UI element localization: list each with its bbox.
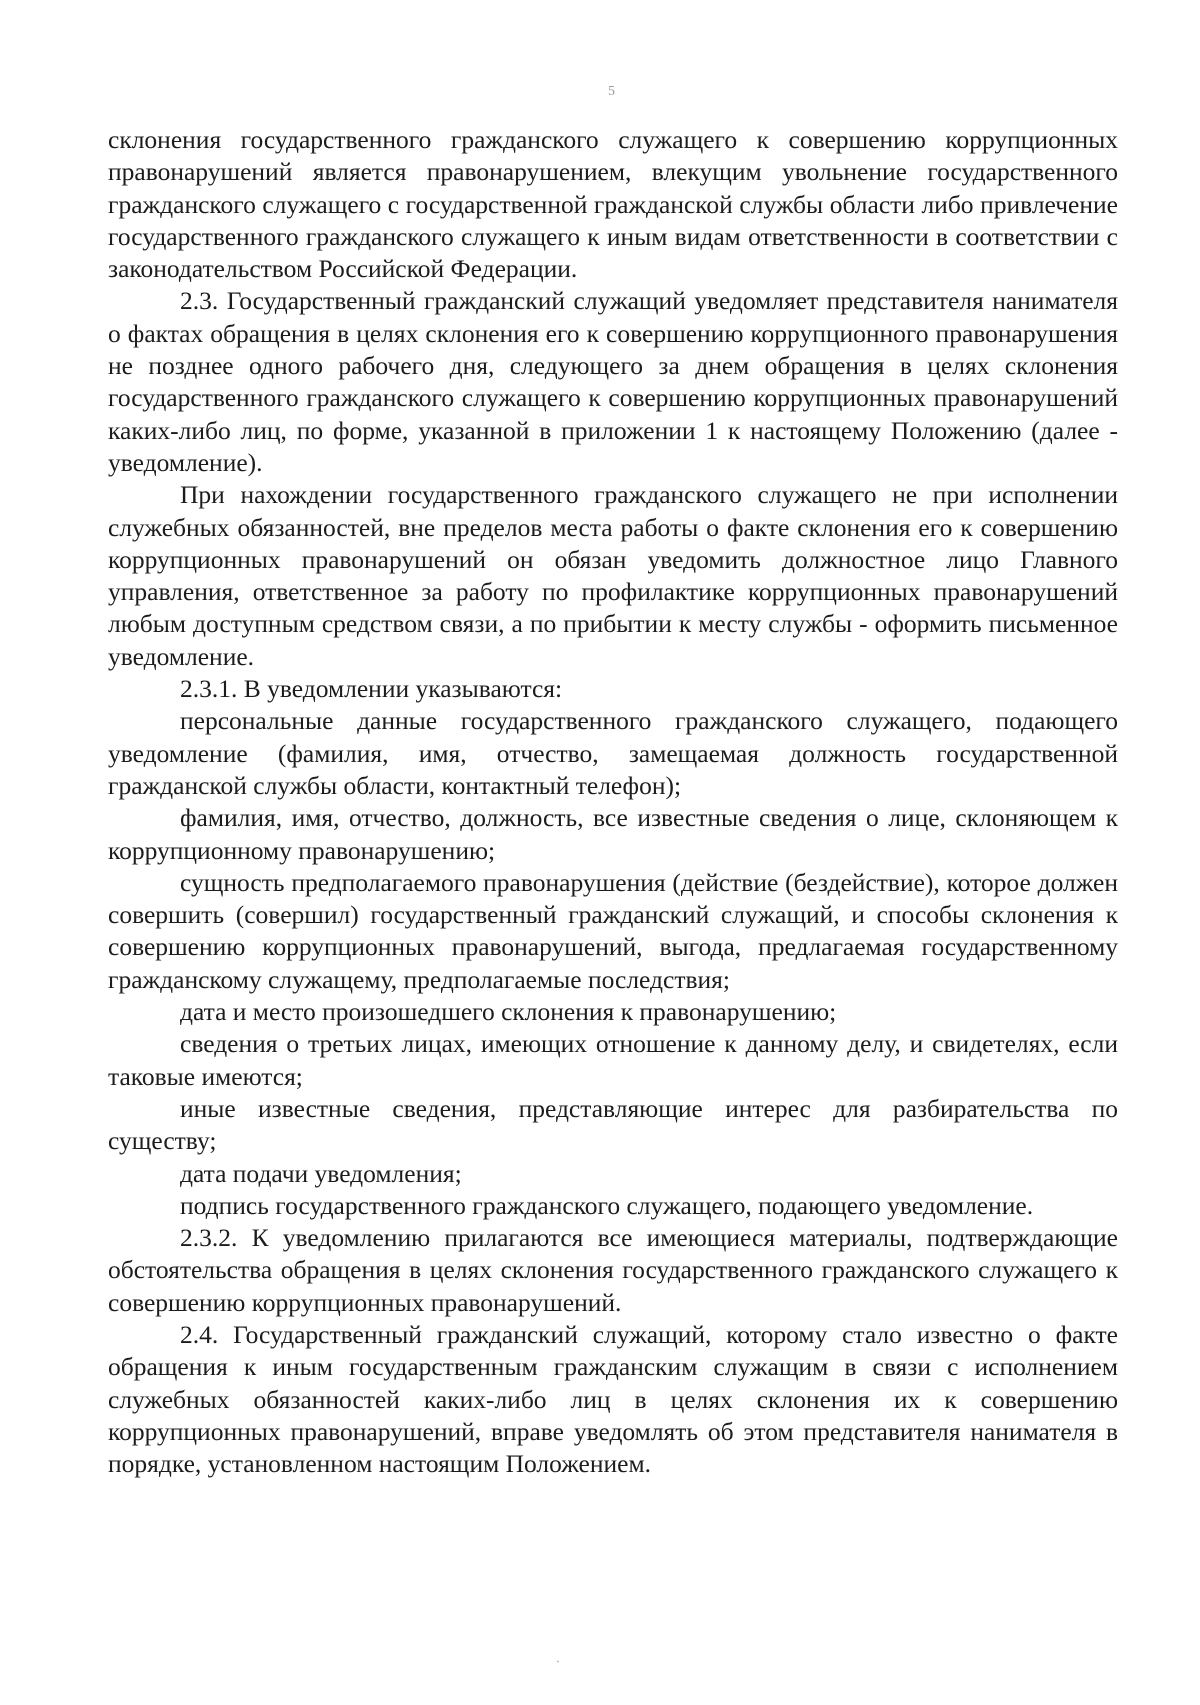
paragraph-2-3-1: 2.3.1. В уведомлении указываются: (180, 674, 563, 704)
paragraph-outside-duties: При нахождении государственного гражданского служащего не при исполнении служебных обязанностей, вне пределов места работы о факте склонения его к совершению коррупционных правонарушений он обязан уведомить должностное лицо Главного управления, ответственное за работу по профилактике коррупционных правонарушений любым доступным средством связи, а по прибытии к месту службы - оформить письменное уведомление. (108, 480, 1118, 671)
list-item-inducer-info: фамилия, имя, отчество, должность, все известные сведения о лице, склоняющем к коррупционному правонарушению; (108, 803, 1118, 865)
list-item-other-info: иные известные сведения, представляющие интерес для разбирательства по существу; (108, 1093, 1118, 1156)
paragraph-continuation: склонения государственного гражданского служащего к совершению коррупционных правонарушений является правонарушением, влекущим увольнение государственного гражданского служащего с государственной гражданской службы области либо привлечение государственного гражданского служащего к иным видам ответственности в соответствии с законодательством Российской Федерации. (108, 125, 1118, 284)
list-item-date-place: дата и место произошедшего склонения к правонарушению; (180, 997, 837, 1027)
scan-artifact: ˋ (556, 1658, 560, 1672)
list-item-submission-date: дата подачи уведомления; (180, 1158, 462, 1188)
document-body (108, 124, 1118, 1480)
list-item-third-parties: сведения о третьих лицах, имеющих отношение к данному делу, и свидетелях, если таковые имеются; (108, 1029, 1118, 1091)
paragraph-2-3: 2.3. Государственный гражданский служащий уведомляет представителя нанимателя о фактах обращения в целях склонения его к совершению коррупционного правонарушения не позднее одного рабочего дня, следующего за днем обращения в целях склонения государственного гражданского служащего к совершению коррупционных правонарушений каких-либо лиц, по форме, указанной в приложении 1 к настоящему Положению (далее - уведомление). (108, 286, 1118, 477)
list-item-personal-data: персональные данные государственного гражданского служащего, подающего уведомление (фамилия, имя, отчество, замещаемая должность государственной гражданской службы области, контактный телефон); (108, 706, 1118, 800)
paragraph-2-3-2: 2.3.2. К уведомлению прилагаются все имеющиеся материалы, подтверждающие обстоятельства обращения в целях склонения государственного гражданского служащего к совершению коррупционных правонарушений. (108, 1223, 1118, 1317)
page-number: 5 (608, 84, 615, 99)
list-item-offense-essence: сущность предполагаемого правонарушения (действие (бездействие), которое должен совершить (совершил) государственный гражданский служащий, и способы склонения к совершению коррупционных правонарушений, выгода, предлагаемая государственному гражданскому служащему, предполагаемые последствия; (108, 867, 1118, 994)
list-item-signature: подпись государственного гражданского служащего, подающего уведомление. (180, 1190, 1034, 1220)
paragraph-2-4: 2.4. Государственный гражданский служащий, которому стало известно о факте обращения к иным государственным гражданским служащим в связи с исполнением служебных обязанностей каких-либо лиц в целях склонения их к совершению коррупционных правонарушений, вправе уведомлять об этом представителя нанимателя в порядке, установленном настоящим Положением. (108, 1319, 1118, 1479)
